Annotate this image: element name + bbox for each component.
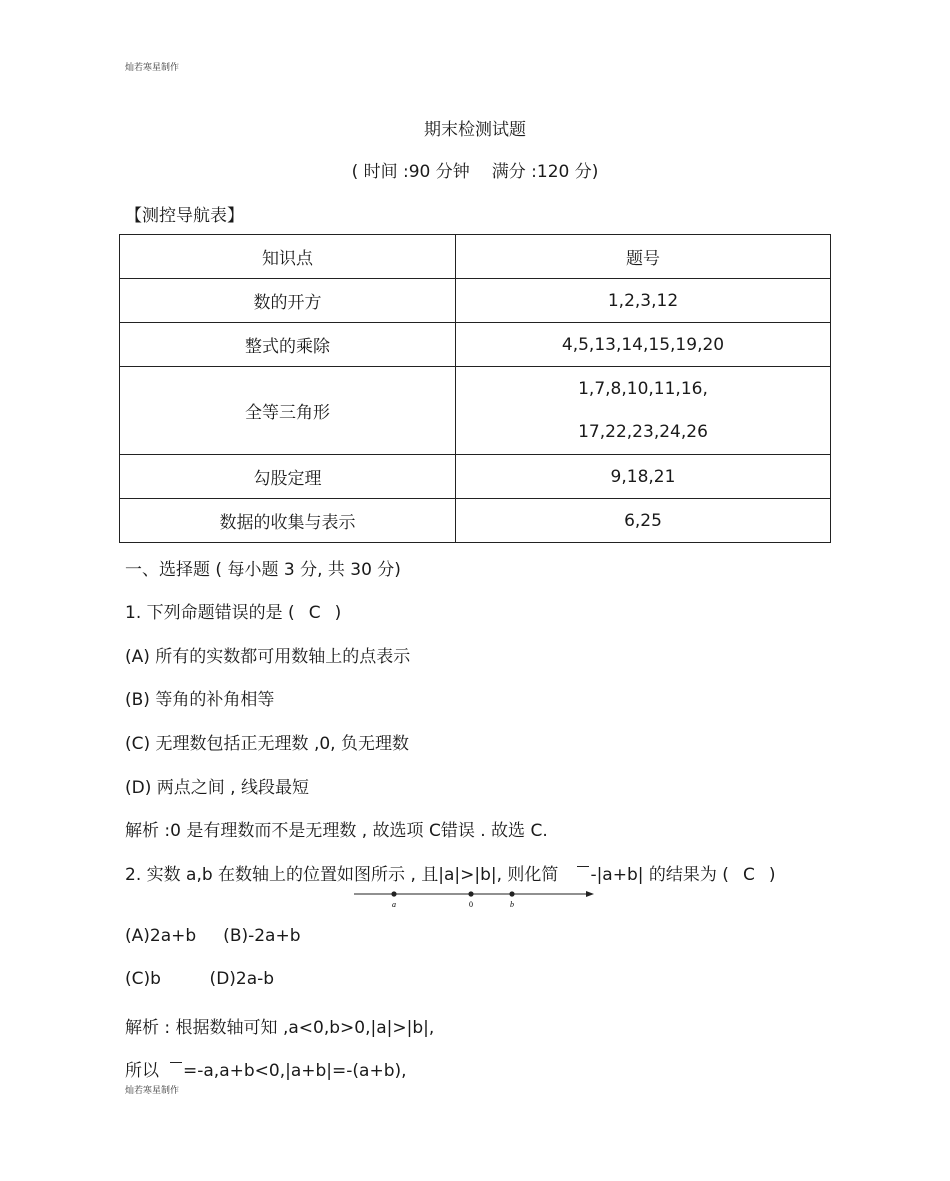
table-header-row xyxy=(120,235,831,279)
question-1-option-a: (A) 所有的实数都可用数轴上的点表示 xyxy=(125,647,411,667)
question-1-stem xyxy=(125,598,341,623)
header-knowledge: 知识点 xyxy=(120,235,456,279)
numbers-cell: 9,18,21 xyxy=(456,455,831,499)
question-2-analysis-1: 解析 : 根据数轴可知 ,a<0,b>0,|a|>|b|, xyxy=(125,1018,435,1038)
question-1-text: 1. 下列命题错误的是 ( xyxy=(125,603,295,623)
table-row xyxy=(120,323,831,367)
knowledge-cell: 数的开方 xyxy=(120,279,456,323)
question-1-answer: C xyxy=(308,603,321,623)
table-row xyxy=(120,455,831,499)
numbers-cell xyxy=(456,367,831,455)
knowledge-cell: 全等三角形 xyxy=(120,367,456,455)
knowledge-cell: 勾股定理 xyxy=(120,455,456,499)
question-2-answer: C xyxy=(742,865,755,885)
table-row xyxy=(120,367,831,455)
analysis-prefix: 所以 xyxy=(125,1061,159,1081)
question-1-close: ) xyxy=(334,603,342,623)
label-a: a xyxy=(392,900,396,909)
question-1-option-b: (B) 等角的补角相等 xyxy=(125,690,275,710)
question-2-options-cd: (C)b (D)2a-b xyxy=(125,969,275,989)
page-subtitle xyxy=(0,157,950,182)
point-a xyxy=(391,891,396,896)
page-footer: 灿若寒星制作 xyxy=(125,1086,180,1096)
label-b: b xyxy=(510,900,514,909)
table-row xyxy=(120,279,831,323)
page-title: 期末检测试题 xyxy=(424,120,526,140)
numbers-line-1: 1,7,8,10,11,16, xyxy=(578,378,708,399)
question-2-close: ) xyxy=(768,865,776,885)
question-2-options-ab: (A)2a+b (B)-2a+b xyxy=(125,926,301,946)
nav-table-title: 【测控导航表】 xyxy=(125,206,244,226)
full-score: 满分 :120 分) xyxy=(491,162,599,182)
header-question-numbers: 题号 xyxy=(456,235,831,279)
page-header: 灿若寒星制作 xyxy=(125,63,180,73)
analysis-expression: =-a,a+b<0,|a+b|=-(a+b), xyxy=(183,1061,407,1081)
question-2-stem xyxy=(125,860,776,885)
numbers-cell: 6,25 xyxy=(456,499,831,543)
point-zero xyxy=(468,891,473,896)
numbers-cell: 1,2,3,12 xyxy=(456,279,831,323)
section-heading: 一、选择题 ( 每小题 3 分, 共 30 分) xyxy=(125,560,401,580)
question-2-text-tail: -|a+b| 的结果为 ( xyxy=(590,865,729,885)
question-1-option-d: (D) 两点之间 , 线段最短 xyxy=(125,778,309,798)
arrow-icon xyxy=(586,891,594,897)
point-b xyxy=(509,891,514,896)
knowledge-table xyxy=(119,234,831,543)
sqrt-bar-icon xyxy=(169,1062,183,1076)
table-row xyxy=(120,499,831,543)
knowledge-cell: 数据的收集与表示 xyxy=(120,499,456,543)
knowledge-cell: 整式的乘除 xyxy=(120,323,456,367)
sqrt-bar-icon xyxy=(576,866,590,880)
time-limit: ( 时间 :90 分钟 xyxy=(351,162,470,182)
label-zero: 0 xyxy=(469,900,473,909)
question-2-analysis-2 xyxy=(125,1056,407,1081)
question-1-analysis: 解析 :0 是有理数而不是无理数 , 故选项 C错误 . 故选 C. xyxy=(125,821,548,841)
number-line-figure xyxy=(350,884,600,910)
question-2-text: 2. 实数 a,b 在数轴上的位置如图所示 , 且|a|>|b|, 则化简 xyxy=(125,865,559,885)
numbers-line-2: 17,22,23,24,26 xyxy=(578,421,708,442)
question-1-option-c: (C) 无理数包括正无理数 ,0, 负无理数 xyxy=(125,734,409,754)
numbers-cell: 4,5,13,14,15,19,20 xyxy=(456,323,831,367)
